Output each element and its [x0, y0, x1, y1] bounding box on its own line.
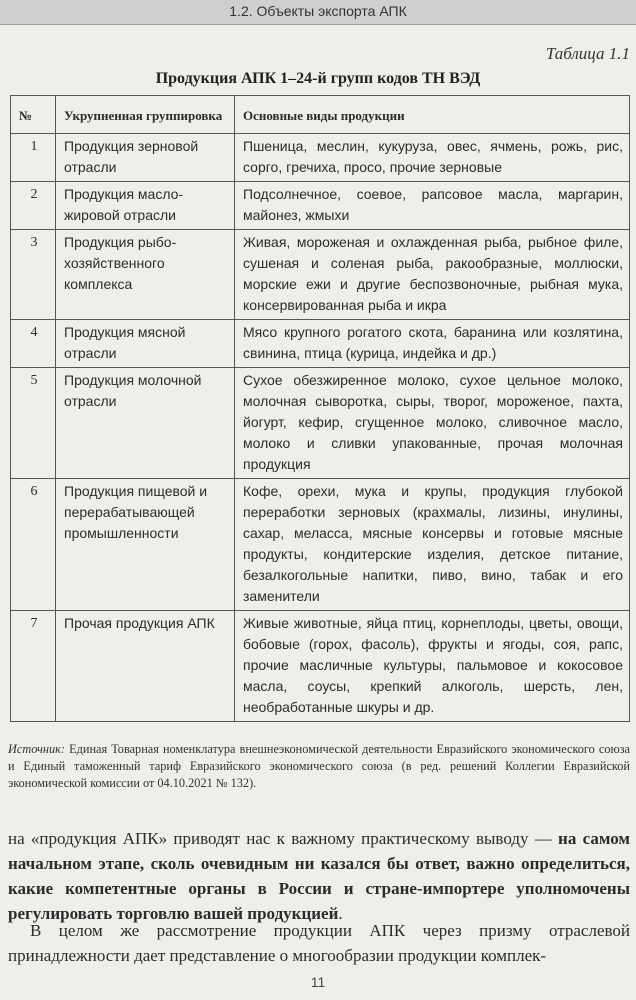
table-number-label: Таблица 1.1: [545, 44, 630, 63]
products-table: [10, 95, 630, 722]
row-products: Живая, мороженая и охлажденная рыба, рыбное филе, сушеная и соленая рыба, ракообразные, моллюски, морские ежи и другие беспозвоночные, рыбная мука, консервированная рыба и икра: [235, 230, 630, 320]
row-products: Сухое обезжиренное молоко, сухое цельное молоко, молочная сыворотка, сыры, творог, мороженое, пахта, йогурт, кефир, сгущенное молоко, сливочное масло, молоко и сливки упакованные, прочая молочная продукция: [235, 368, 630, 479]
row-number: 3: [11, 230, 56, 320]
row-group: Продукция молочной отрасли: [56, 368, 235, 479]
row-products: Подсолнечное, соевое, рапсовое масла, маргарин, майонез, жмыхи: [235, 182, 630, 230]
table-header-row: [11, 96, 630, 134]
table-title: Продукция АПК 1–24-й групп кодов ТН ВЭД: [155, 70, 481, 87]
column-header-number: №: [11, 96, 56, 134]
body-paragraph-1: [8, 826, 630, 926]
row-group: Продукция мясной отрасли: [56, 320, 235, 368]
paragraph-1-tail: .: [338, 904, 343, 923]
row-group: Продукция пищевой и перерабатывающей промышленности: [56, 479, 235, 611]
column-header-group: Укрупненная группировка: [56, 96, 235, 134]
table-row: [11, 182, 630, 230]
column-header-products: Основные виды продукции: [235, 96, 630, 134]
table-source-note: [8, 741, 630, 792]
row-group: Прочая продукция АПК: [56, 611, 235, 722]
header-divider: [0, 24, 636, 25]
row-group: Продукция рыбо-хозяйственного комплекса: [56, 230, 235, 320]
paragraph-1-bold-conclusion: на самом начальном этапе, сколь очевидным ни казался бы ответ, важно определиться, какие компетентные органы в России и стране-импортере уполномочены регулировать торговлю вашей продукцией: [8, 829, 630, 923]
row-number: 6: [11, 479, 56, 611]
row-number: 4: [11, 320, 56, 368]
page-number: 11: [310, 974, 326, 990]
running-header-title: 1.2. Объекты экспорта АПК: [229, 3, 407, 19]
row-number: 7: [11, 611, 56, 722]
row-products: Живые животные, яйца птиц, корнеплоды, цветы, овощи, бобовые (горох, фасоль), фрукты и ягоды, соя, рапс, прочие масличные культуры, пальмовое и кокосовое масла, соусы, крепкий алкоголь, шерсть, лен, необработанные шкуры и др.: [235, 611, 630, 722]
paragraph-1-lead: на «продукция АПК» приводят нас к важному практическому выводу —: [8, 829, 559, 848]
body-paragraph-2: В целом же рассмотрение продукции АПК через призму отраслевой принадлежности дает представление о многообразии продукции комплек-: [8, 921, 630, 965]
table-row: [11, 479, 630, 611]
row-products: Пшеница, меслин, кукуруза, овес, ячмень, рожь, рис, сорго, гречиха, просо, прочие зерновые: [235, 134, 630, 182]
row-products: Кофе, орехи, мука и крупы, продукция глубокой переработки зерновых (крахмалы, лизины, инулины, сахар, меласса, мясные консервы и готовые мясные продукты, кондитерские изделия, детское питание, безалкогольные напитки, пиво, вино, табак и его заменители: [235, 479, 630, 611]
row-group: Продукция зерновой отрасли: [56, 134, 235, 182]
table-row: [11, 134, 630, 182]
row-group: Продукция масло-жировой отрасли: [56, 182, 235, 230]
table-row: [11, 230, 630, 320]
source-text: Единая Товарная номенклатура внешнеэкономической деятельности Евразийского экономического союза и Единый таможенный тариф Евразийского экономического союза (в ред. решений Коллегии Евразийской экономической комиссии от 04.10.2021 № 132).: [8, 742, 630, 790]
source-label: Источник:: [8, 742, 66, 756]
table-row: [11, 611, 630, 722]
table-row: [11, 320, 630, 368]
table-row: [11, 368, 630, 479]
row-number: 2: [11, 182, 56, 230]
running-header: [0, 0, 636, 24]
row-products: Мясо крупного рогатого скота, баранина или козлятина, свинина, птица (курица, индейка и др.): [235, 320, 630, 368]
row-number: 5: [11, 368, 56, 479]
row-number: 1: [11, 134, 56, 182]
